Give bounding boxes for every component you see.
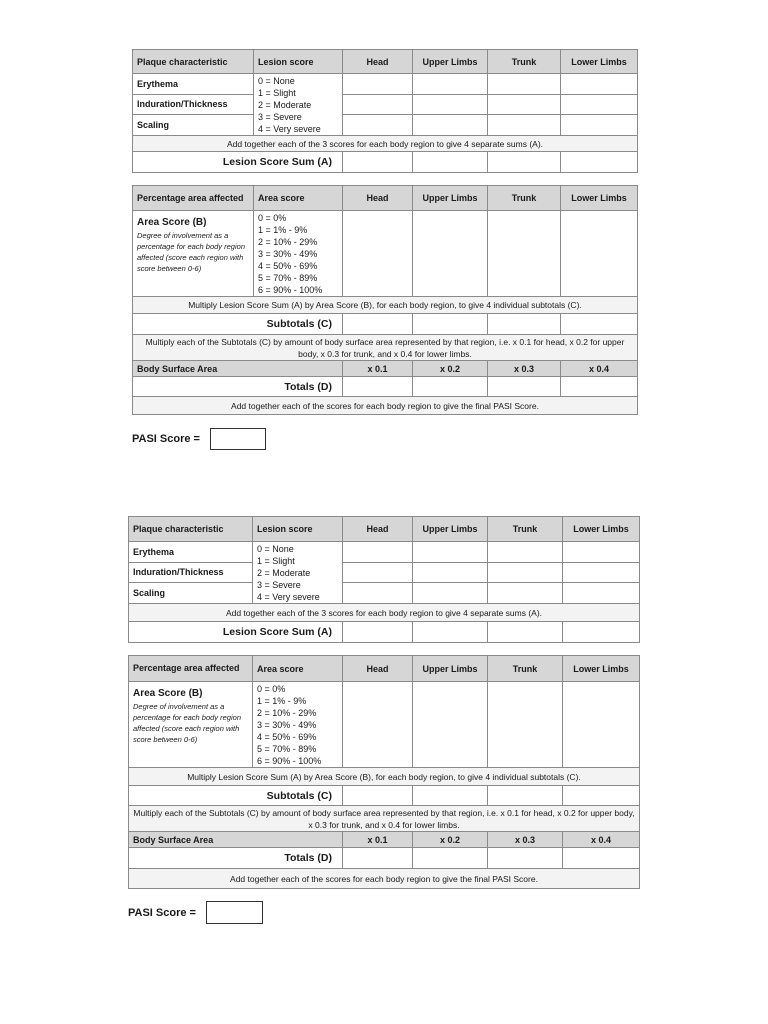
area-scale-item: 1 = 1% - 9% bbox=[258, 225, 308, 235]
scaling-head-input[interactable] bbox=[343, 583, 413, 604]
scaling-trunk-input[interactable] bbox=[488, 583, 563, 604]
pasi-score-row-1 bbox=[132, 428, 266, 450]
area-scale-item: 6 = 90% - 100% bbox=[257, 756, 322, 766]
header-area-score: Area score bbox=[254, 186, 343, 211]
erythema-lower-limbs-input[interactable] bbox=[563, 542, 640, 563]
scaling-trunk-input[interactable] bbox=[488, 115, 561, 136]
area-scale-item: 1 = 1% - 9% bbox=[257, 696, 307, 706]
header-upper-limbs: Upper Limbs bbox=[413, 50, 488, 74]
row-scaling: Scaling bbox=[129, 583, 253, 604]
total-trunk-input[interactable] bbox=[488, 848, 563, 869]
area-head-input[interactable] bbox=[343, 211, 413, 297]
lesion-scale bbox=[254, 74, 343, 136]
pasi-form-2 bbox=[128, 516, 640, 889]
subtotals-label: Subtotals (C) bbox=[129, 786, 343, 806]
area-trunk-input[interactable] bbox=[488, 211, 561, 297]
multiplier-upper-limbs: x 0.2 bbox=[413, 361, 488, 377]
sum-trunk-input[interactable] bbox=[488, 152, 561, 173]
area-trunk-input[interactable] bbox=[488, 682, 563, 768]
induration-trunk-input[interactable] bbox=[488, 562, 563, 583]
lesion-score-sum-label: Lesion Score Sum (A) bbox=[133, 152, 343, 173]
area-scale-item: 6 = 90% - 100% bbox=[258, 285, 323, 295]
total-lower-limbs-input[interactable] bbox=[563, 848, 640, 869]
lesion-score-table bbox=[132, 49, 638, 173]
header-percentage-area: Percentage area affected bbox=[133, 186, 254, 211]
lesion-scale-item: 3 = Severe bbox=[258, 112, 302, 122]
header-lower-limbs: Lower Limbs bbox=[563, 517, 640, 542]
pasi-score-row-2 bbox=[128, 901, 263, 924]
area-upper-limbs-input[interactable] bbox=[413, 682, 488, 768]
area-scale-item: 2 = 10% - 29% bbox=[258, 237, 318, 247]
sum-lower-limbs-input[interactable] bbox=[563, 622, 640, 643]
scaling-lower-limbs-input[interactable] bbox=[561, 115, 638, 136]
induration-trunk-input[interactable] bbox=[488, 94, 561, 115]
erythema-head-input[interactable] bbox=[343, 74, 413, 95]
area-scale-item: 5 = 70% - 89% bbox=[257, 744, 317, 754]
lesion-scale-item: 2 = Moderate bbox=[257, 568, 311, 578]
erythema-lower-limbs-input[interactable] bbox=[561, 74, 638, 95]
subtotal-upper-limbs-input[interactable] bbox=[413, 314, 488, 335]
header-percentage-area: Percentage area affected bbox=[129, 656, 253, 682]
total-upper-limbs-input[interactable] bbox=[413, 848, 488, 869]
subtotal-upper-limbs-input[interactable] bbox=[413, 786, 488, 806]
sum-upper-limbs-input[interactable] bbox=[413, 622, 488, 643]
multiplier-upper-limbs: x 0.2 bbox=[413, 832, 488, 848]
area-score-desc: Degree of involvement as a percentage for each body region affected (score each region with score between 0-6) bbox=[137, 231, 245, 273]
area-lower-limbs-input[interactable] bbox=[561, 211, 638, 297]
bsa-label: Body Surface Area bbox=[133, 361, 343, 377]
header-area-score: Area score bbox=[253, 656, 343, 682]
header-head: Head bbox=[343, 186, 413, 211]
header-trunk: Trunk bbox=[488, 50, 561, 74]
sum-trunk-input[interactable] bbox=[488, 622, 563, 643]
add-sums-note: Add together each of the 3 scores for each body region to give 4 separate sums (A). bbox=[129, 604, 640, 622]
bsa-label: Body Surface Area bbox=[129, 832, 343, 848]
area-scale-item: 0 = 0% bbox=[257, 684, 286, 694]
scaling-head-input[interactable] bbox=[343, 115, 413, 136]
lesion-scale-item: 0 = None bbox=[257, 544, 294, 554]
row-scaling: Scaling bbox=[133, 115, 254, 136]
erythema-head-input[interactable] bbox=[343, 542, 413, 563]
multiplier-trunk: x 0.3 bbox=[488, 832, 563, 848]
header-lower-limbs: Lower Limbs bbox=[561, 50, 638, 74]
header-trunk: Trunk bbox=[488, 517, 563, 542]
lesion-scale-item: 2 = Moderate bbox=[258, 100, 312, 110]
header-plaque-characteristic: Plaque characteristic bbox=[133, 50, 254, 74]
sum-lower-limbs-input[interactable] bbox=[561, 152, 638, 173]
pasi-score-input[interactable] bbox=[206, 901, 263, 924]
area-scale-item: 5 = 70% - 89% bbox=[258, 273, 318, 283]
sum-upper-limbs-input[interactable] bbox=[413, 152, 488, 173]
area-scale-item: 2 = 10% - 29% bbox=[257, 708, 317, 718]
scaling-lower-limbs-input[interactable] bbox=[563, 583, 640, 604]
totals-label: Totals (D) bbox=[129, 848, 343, 869]
subtotal-lower-limbs-input[interactable] bbox=[563, 786, 640, 806]
area-head-input[interactable] bbox=[343, 682, 413, 768]
area-scale-item: 3 = 30% - 49% bbox=[258, 249, 318, 259]
erythema-trunk-input[interactable] bbox=[488, 74, 561, 95]
erythema-upper-limbs-input[interactable] bbox=[413, 74, 488, 95]
area-score-title: Area Score (B) bbox=[137, 217, 207, 228]
lesion-scale-item: 0 = None bbox=[258, 76, 295, 86]
area-scale-item: 3 = 30% - 49% bbox=[257, 720, 317, 730]
area-scale-item: 0 = 0% bbox=[258, 213, 287, 223]
header-lower-limbs: Lower Limbs bbox=[563, 656, 640, 682]
area-lower-limbs-input[interactable] bbox=[563, 682, 640, 768]
row-erythema: Erythema bbox=[129, 542, 253, 563]
pasi-form-1 bbox=[132, 49, 638, 415]
induration-head-input[interactable] bbox=[343, 94, 413, 115]
total-upper-limbs-input[interactable] bbox=[413, 377, 488, 397]
lesion-score-sum-label: Lesion Score Sum (A) bbox=[129, 622, 343, 643]
final-note: Add together each of the scores for each body region to give the final PASI Score. bbox=[129, 869, 640, 889]
sum-head-input[interactable] bbox=[343, 152, 413, 173]
subtotal-head-input[interactable] bbox=[343, 314, 413, 335]
multiplier-lower-limbs: x 0.4 bbox=[563, 832, 640, 848]
total-head-input[interactable] bbox=[343, 848, 413, 869]
area-scale bbox=[253, 682, 343, 768]
lesion-scale bbox=[253, 542, 343, 604]
total-lower-limbs-input[interactable] bbox=[561, 377, 638, 397]
multiplier-lower-limbs: x 0.4 bbox=[561, 361, 638, 377]
area-scale bbox=[254, 211, 343, 297]
area-scale-item: 4 = 50% - 69% bbox=[258, 261, 318, 271]
multiplier-head: x 0.1 bbox=[343, 832, 413, 848]
lesion-scale-item: 3 = Severe bbox=[257, 580, 301, 590]
header-head: Head bbox=[343, 656, 413, 682]
induration-lower-limbs-input[interactable] bbox=[563, 562, 640, 583]
lesion-score-table bbox=[128, 516, 640, 643]
induration-upper-limbs-input[interactable] bbox=[413, 562, 488, 583]
pasi-score-input[interactable] bbox=[210, 428, 266, 450]
lesion-scale-item: 4 = Very severe bbox=[258, 124, 321, 134]
totals-label: Totals (D) bbox=[133, 377, 343, 397]
area-score-description bbox=[133, 211, 254, 297]
subtotal-trunk-input[interactable] bbox=[488, 786, 563, 806]
area-score-table bbox=[128, 655, 640, 889]
area-score-description bbox=[129, 682, 253, 768]
final-note: Add together each of the scores for each body region to give the final PASI Score. bbox=[133, 397, 638, 415]
header-lower-limbs: Lower Limbs bbox=[561, 186, 638, 211]
scaling-upper-limbs-input[interactable] bbox=[413, 115, 488, 136]
area-upper-limbs-input[interactable] bbox=[413, 211, 488, 297]
area-scale-item: 4 = 50% - 69% bbox=[257, 732, 317, 742]
lesion-scale-item: 4 = Very severe bbox=[257, 592, 320, 602]
multiply-note: Multiply Lesion Score Sum (A) by Area Score (B), for each body region, to give 4 individual subtotals (C). bbox=[129, 768, 640, 786]
subtotal-lower-limbs-input[interactable] bbox=[561, 314, 638, 335]
add-sums-note: Add together each of the 3 scores for each body region to give 4 separate sums (A). bbox=[133, 136, 638, 152]
row-induration-thickness: Induration/Thickness bbox=[133, 94, 254, 115]
multiply-note: Multiply Lesion Score Sum (A) by Area Score (B), for each body region, to give 4 individual subtotals (C). bbox=[133, 297, 638, 314]
multiplier-head: x 0.1 bbox=[343, 361, 413, 377]
sum-head-input[interactable] bbox=[343, 622, 413, 643]
header-upper-limbs: Upper Limbs bbox=[413, 656, 488, 682]
subtotal-head-input[interactable] bbox=[343, 786, 413, 806]
header-plaque-characteristic: Plaque characteristic bbox=[129, 517, 253, 542]
erythema-upper-limbs-input[interactable] bbox=[413, 542, 488, 563]
header-head: Head bbox=[343, 50, 413, 74]
header-trunk: Trunk bbox=[488, 656, 563, 682]
bsa-note: Multiply each of the Subtotals (C) by amount of body surface area represented by that region, i.e. x 0.1 for head, x 0.2 for upper body, x 0.3 for trunk, and x 0.4 for lower limbs. bbox=[133, 335, 638, 361]
header-upper-limbs: Upper Limbs bbox=[413, 517, 488, 542]
header-upper-limbs: Upper Limbs bbox=[413, 186, 488, 211]
erythema-trunk-input[interactable] bbox=[488, 542, 563, 563]
subtotals-label: Subtotals (C) bbox=[133, 314, 343, 335]
row-induration-thickness: Induration/Thickness bbox=[129, 562, 253, 583]
header-trunk: Trunk bbox=[488, 186, 561, 211]
area-score-title: Area Score (B) bbox=[133, 688, 203, 699]
subtotal-trunk-input[interactable] bbox=[488, 314, 561, 335]
header-lesion-score: Lesion score bbox=[253, 517, 343, 542]
total-head-input[interactable] bbox=[343, 377, 413, 397]
lesion-scale-item: 1 = Slight bbox=[258, 88, 296, 98]
area-score-desc: Degree of involvement as a percentage for each body region affected (score each region with score between 0-6) bbox=[133, 702, 241, 744]
bsa-note: Multiply each of the Subtotals (C) by amount of body surface area represented by that region, i.e. x 0.1 for head, x 0.2 for upper body, x 0.3 for trunk, and x 0.4 for lower limbs. bbox=[129, 806, 640, 832]
header-head: Head bbox=[343, 517, 413, 542]
total-trunk-input[interactable] bbox=[488, 377, 561, 397]
area-score-table bbox=[132, 185, 638, 415]
scaling-upper-limbs-input[interactable] bbox=[413, 583, 488, 604]
pasi-score-label: PASI Score = bbox=[132, 433, 200, 445]
pasi-score-label: PASI Score = bbox=[128, 906, 196, 919]
row-erythema: Erythema bbox=[133, 74, 254, 95]
induration-upper-limbs-input[interactable] bbox=[413, 94, 488, 115]
lesion-scale-item: 1 = Slight bbox=[257, 556, 295, 566]
induration-lower-limbs-input[interactable] bbox=[561, 94, 638, 115]
induration-head-input[interactable] bbox=[343, 562, 413, 583]
multiplier-trunk: x 0.3 bbox=[488, 361, 561, 377]
header-lesion-score: Lesion score bbox=[254, 50, 343, 74]
